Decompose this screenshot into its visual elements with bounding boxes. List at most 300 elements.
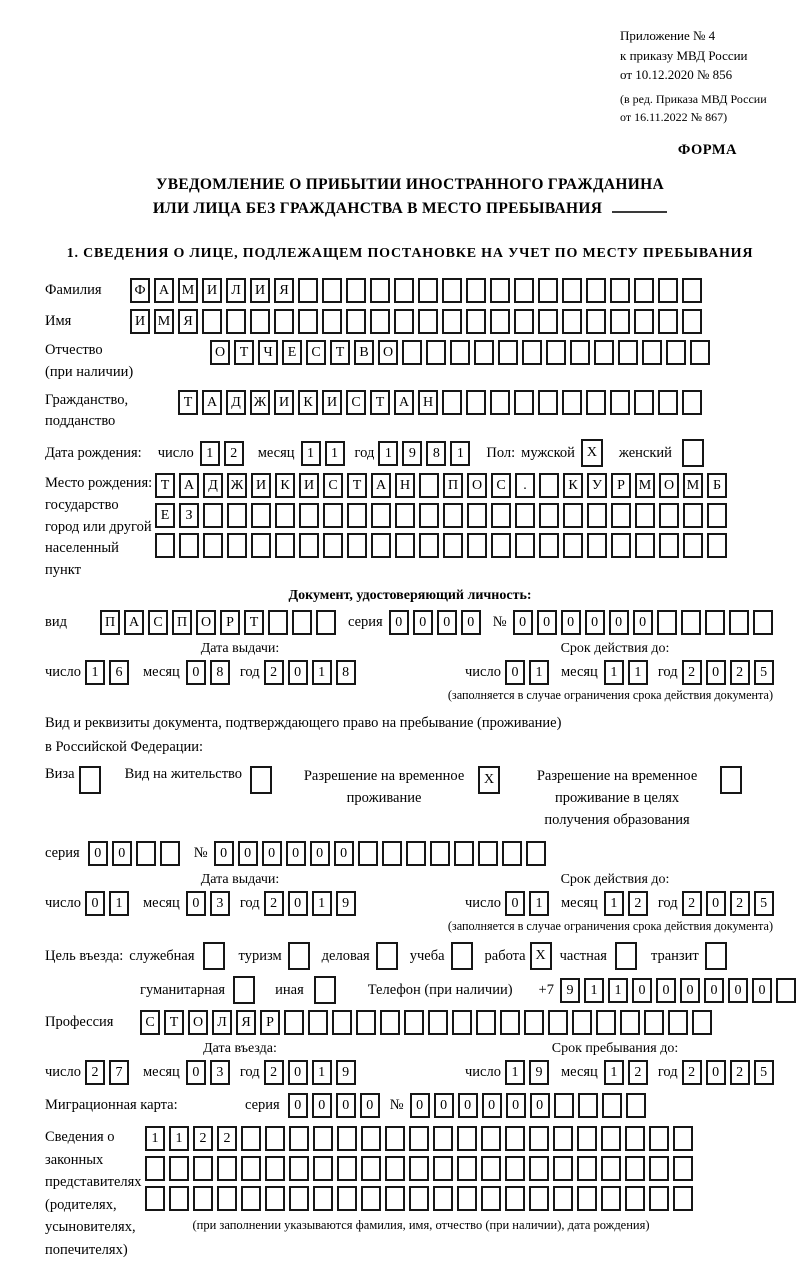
profession-input[interactable] xyxy=(140,1010,716,1035)
char-box[interactable]: 3 xyxy=(210,1060,230,1085)
char-box[interactable]: 2 xyxy=(730,1060,750,1085)
char-box[interactable] xyxy=(385,1156,405,1181)
char-box[interactable] xyxy=(514,278,534,303)
char-box[interactable] xyxy=(323,533,343,558)
char-box[interactable] xyxy=(707,533,727,558)
char-box[interactable]: 9 xyxy=(336,1060,356,1085)
char-box[interactable] xyxy=(376,942,398,970)
purpose-tourism-checkbox[interactable] xyxy=(288,942,314,970)
char-box[interactable] xyxy=(145,1186,165,1211)
char-box[interactable] xyxy=(553,1156,573,1181)
char-box[interactable] xyxy=(299,503,319,528)
char-box[interactable] xyxy=(160,841,180,866)
char-box[interactable] xyxy=(649,1156,669,1181)
char-box[interactable] xyxy=(553,1126,573,1151)
char-box[interactable] xyxy=(524,1010,544,1035)
char-box[interactable]: Н xyxy=(418,390,438,415)
char-box[interactable]: 0 xyxy=(513,610,533,635)
citizenship-input[interactable] xyxy=(178,390,706,415)
char-box[interactable] xyxy=(289,1156,309,1181)
char-box[interactable] xyxy=(635,503,655,528)
name-input[interactable] xyxy=(130,309,706,334)
char-box[interactable]: Т xyxy=(370,390,390,415)
char-box[interactable] xyxy=(332,1010,352,1035)
char-box[interactable] xyxy=(601,1156,621,1181)
char-box[interactable] xyxy=(433,1156,453,1181)
char-box[interactable] xyxy=(402,340,422,365)
char-box[interactable] xyxy=(313,1126,333,1151)
char-box[interactable]: 0 xyxy=(288,660,308,685)
char-box[interactable] xyxy=(385,1186,405,1211)
char-box[interactable]: 5 xyxy=(754,660,774,685)
char-box[interactable] xyxy=(155,533,175,558)
char-box[interactable]: М xyxy=(178,278,198,303)
char-box[interactable] xyxy=(193,1186,213,1211)
char-box[interactable]: 0 xyxy=(360,1093,380,1118)
purpose-private-checkbox[interactable] xyxy=(615,942,641,970)
char-box[interactable] xyxy=(313,1186,333,1211)
char-box[interactable] xyxy=(476,1010,496,1035)
char-box[interactable]: 1 xyxy=(312,1060,332,1085)
char-box[interactable]: 1 xyxy=(325,441,345,466)
char-box[interactable]: 2 xyxy=(730,891,750,916)
char-box[interactable] xyxy=(251,503,271,528)
char-box[interactable] xyxy=(682,309,702,334)
char-box[interactable] xyxy=(505,1186,525,1211)
char-box[interactable]: 1 xyxy=(301,441,321,466)
char-box[interactable]: К xyxy=(298,390,318,415)
char-box[interactable]: Ф xyxy=(130,278,150,303)
char-box[interactable]: 5 xyxy=(754,891,774,916)
char-box[interactable] xyxy=(515,533,535,558)
char-box[interactable]: 0 xyxy=(706,660,726,685)
char-box[interactable] xyxy=(538,390,558,415)
char-box[interactable] xyxy=(514,309,534,334)
char-box[interactable] xyxy=(481,1186,501,1211)
residence-series-input[interactable] xyxy=(88,841,184,866)
stay-month[interactable] xyxy=(604,1060,652,1085)
char-box[interactable]: 8 xyxy=(426,441,446,466)
char-box[interactable] xyxy=(657,610,677,635)
char-box[interactable]: 0 xyxy=(609,610,629,635)
char-box[interactable]: 0 xyxy=(530,1093,550,1118)
char-box[interactable]: П xyxy=(100,610,120,635)
char-box[interactable]: 0 xyxy=(336,1093,356,1118)
representatives-line1-input[interactable] xyxy=(145,1126,697,1151)
education-permit-checkbox[interactable] xyxy=(720,766,746,794)
identity-issue-month[interactable] xyxy=(186,660,234,685)
char-box[interactable]: 1 xyxy=(608,978,628,1003)
char-box[interactable]: 0 xyxy=(434,1093,454,1118)
char-box[interactable]: С xyxy=(140,1010,160,1035)
char-box[interactable] xyxy=(419,503,439,528)
purpose-transit-checkbox[interactable] xyxy=(705,942,731,970)
char-box[interactable] xyxy=(395,533,415,558)
char-box[interactable] xyxy=(337,1156,357,1181)
char-box[interactable] xyxy=(546,340,566,365)
char-box[interactable]: А xyxy=(179,473,199,498)
char-box[interactable]: Я xyxy=(178,309,198,334)
char-box[interactable]: Д xyxy=(203,473,223,498)
char-box[interactable]: 1 xyxy=(378,441,398,466)
identity-valid-month[interactable] xyxy=(604,660,652,685)
char-box[interactable] xyxy=(682,390,702,415)
char-box[interactable] xyxy=(634,390,654,415)
char-box[interactable] xyxy=(490,309,510,334)
char-box[interactable]: Ж xyxy=(250,390,270,415)
char-box[interactable] xyxy=(274,309,294,334)
char-box[interactable] xyxy=(418,278,438,303)
char-box[interactable] xyxy=(490,390,510,415)
char-box[interactable] xyxy=(450,340,470,365)
char-box[interactable] xyxy=(361,1186,381,1211)
char-box[interactable]: 0 xyxy=(112,841,132,866)
char-box[interactable] xyxy=(505,1156,525,1181)
char-box[interactable] xyxy=(586,390,606,415)
char-box[interactable] xyxy=(361,1126,381,1151)
char-box[interactable] xyxy=(371,503,391,528)
char-box[interactable]: 2 xyxy=(264,660,284,685)
phone-input[interactable] xyxy=(560,978,800,1003)
char-box[interactable] xyxy=(683,503,703,528)
char-box[interactable] xyxy=(601,1186,621,1211)
char-box[interactable] xyxy=(615,942,637,970)
char-box[interactable] xyxy=(578,1093,598,1118)
char-box[interactable] xyxy=(481,1126,501,1151)
char-box[interactable]: 2 xyxy=(682,891,702,916)
purpose-commercial-checkbox[interactable] xyxy=(376,942,402,970)
char-box[interactable] xyxy=(682,278,702,303)
identity-valid-year[interactable] xyxy=(682,660,778,685)
char-box[interactable]: 0 xyxy=(461,610,481,635)
char-box[interactable] xyxy=(395,503,415,528)
char-box[interactable]: 2 xyxy=(628,891,648,916)
char-box[interactable] xyxy=(720,766,742,794)
char-box[interactable] xyxy=(577,1126,597,1151)
char-box[interactable] xyxy=(658,390,678,415)
char-box[interactable] xyxy=(505,1126,525,1151)
char-box[interactable]: 0 xyxy=(656,978,676,1003)
char-box[interactable] xyxy=(649,1186,669,1211)
char-box[interactable]: М xyxy=(635,473,655,498)
char-box[interactable]: 0 xyxy=(633,610,653,635)
char-box[interactable] xyxy=(682,439,704,467)
char-box[interactable]: У xyxy=(587,473,607,498)
char-box[interactable] xyxy=(145,1156,165,1181)
char-box[interactable] xyxy=(502,841,522,866)
char-box[interactable] xyxy=(659,503,679,528)
char-box[interactable] xyxy=(426,340,446,365)
char-box[interactable]: 1 xyxy=(529,891,549,916)
char-box[interactable] xyxy=(409,1186,429,1211)
char-box[interactable] xyxy=(275,503,295,528)
char-box[interactable] xyxy=(562,390,582,415)
purpose-humanitarian-checkbox[interactable] xyxy=(233,976,259,1004)
entry-month[interactable] xyxy=(186,1060,234,1085)
char-box[interactable] xyxy=(491,503,511,528)
char-box[interactable] xyxy=(322,309,342,334)
identity-valid-day[interactable] xyxy=(505,660,553,685)
surname-input[interactable] xyxy=(130,278,706,303)
char-box[interactable]: 6 xyxy=(109,660,129,685)
char-box[interactable] xyxy=(250,766,272,794)
char-box[interactable] xyxy=(430,841,450,866)
char-box[interactable]: 0 xyxy=(238,841,258,866)
char-box[interactable]: А xyxy=(154,278,174,303)
char-box[interactable]: X xyxy=(478,766,500,794)
char-box[interactable]: X xyxy=(530,942,552,970)
migration-series-input[interactable] xyxy=(288,1093,384,1118)
char-box[interactable] xyxy=(241,1126,261,1151)
char-box[interactable] xyxy=(626,1093,646,1118)
char-box[interactable] xyxy=(337,1186,357,1211)
char-box[interactable] xyxy=(371,533,391,558)
char-box[interactable] xyxy=(265,1186,285,1211)
char-box[interactable]: Ч xyxy=(258,340,278,365)
char-box[interactable] xyxy=(635,533,655,558)
char-box[interactable]: 0 xyxy=(410,1093,430,1118)
char-box[interactable] xyxy=(538,309,558,334)
char-box[interactable] xyxy=(428,1010,448,1035)
char-box[interactable]: 1 xyxy=(628,660,648,685)
birthplace-line2-input[interactable] xyxy=(155,503,731,528)
char-box[interactable] xyxy=(452,1010,472,1035)
char-box[interactable] xyxy=(466,278,486,303)
char-box[interactable] xyxy=(380,1010,400,1035)
char-box[interactable] xyxy=(347,533,367,558)
char-box[interactable] xyxy=(634,309,654,334)
char-box[interactable] xyxy=(241,1186,261,1211)
char-box[interactable]: 0 xyxy=(186,660,206,685)
residence-permit-checkbox[interactable] xyxy=(250,766,276,794)
char-box[interactable]: О xyxy=(188,1010,208,1035)
char-box[interactable]: А xyxy=(202,390,222,415)
char-box[interactable]: Ж xyxy=(227,473,247,498)
char-box[interactable]: . xyxy=(515,473,535,498)
char-box[interactable]: Т xyxy=(155,473,175,498)
patronymic-input[interactable] xyxy=(210,340,714,365)
char-box[interactable] xyxy=(729,610,749,635)
char-box[interactable]: Е xyxy=(155,503,175,528)
char-box[interactable] xyxy=(539,533,559,558)
char-box[interactable] xyxy=(406,841,426,866)
char-box[interactable]: 0 xyxy=(706,891,726,916)
char-box[interactable] xyxy=(346,278,366,303)
doc-kind-input[interactable] xyxy=(100,610,340,635)
char-box[interactable] xyxy=(203,503,223,528)
char-box[interactable]: 0 xyxy=(561,610,581,635)
char-box[interactable]: 9 xyxy=(560,978,580,1003)
residence-valid-year[interactable] xyxy=(682,891,778,916)
char-box[interactable]: О xyxy=(659,473,679,498)
char-box[interactable]: 9 xyxy=(336,891,356,916)
char-box[interactable]: 2 xyxy=(224,441,244,466)
char-box[interactable]: 1 xyxy=(584,978,604,1003)
char-box[interactable] xyxy=(642,340,662,365)
char-box[interactable] xyxy=(539,473,559,498)
char-box[interactable] xyxy=(572,1010,592,1035)
char-box[interactable] xyxy=(227,533,247,558)
char-box[interactable]: С xyxy=(346,390,366,415)
char-box[interactable] xyxy=(265,1126,285,1151)
char-box[interactable]: О xyxy=(378,340,398,365)
char-box[interactable] xyxy=(418,309,438,334)
char-box[interactable]: 0 xyxy=(288,1093,308,1118)
char-box[interactable]: 0 xyxy=(680,978,700,1003)
char-box[interactable] xyxy=(356,1010,376,1035)
char-box[interactable] xyxy=(227,503,247,528)
char-box[interactable]: 0 xyxy=(458,1093,478,1118)
char-box[interactable]: 0 xyxy=(85,891,105,916)
char-box[interactable]: 0 xyxy=(334,841,354,866)
char-box[interactable]: 0 xyxy=(505,660,525,685)
char-box[interactable]: 7 xyxy=(109,1060,129,1085)
char-box[interactable]: И xyxy=(322,390,342,415)
char-box[interactable]: В xyxy=(354,340,374,365)
char-box[interactable]: 2 xyxy=(85,1060,105,1085)
char-box[interactable]: 0 xyxy=(482,1093,502,1118)
char-box[interactable] xyxy=(226,309,246,334)
char-box[interactable] xyxy=(419,473,439,498)
char-box[interactable]: К xyxy=(563,473,583,498)
char-box[interactable] xyxy=(442,390,462,415)
char-box[interactable]: 1 xyxy=(505,1060,525,1085)
char-box[interactable] xyxy=(203,942,225,970)
char-box[interactable]: Т xyxy=(244,610,264,635)
char-box[interactable]: Я xyxy=(236,1010,256,1035)
char-box[interactable] xyxy=(611,503,631,528)
char-box[interactable] xyxy=(457,1186,477,1211)
char-box[interactable]: 1 xyxy=(604,660,624,685)
char-box[interactable] xyxy=(673,1126,693,1151)
char-box[interactable] xyxy=(358,841,378,866)
residence-issue-day[interactable] xyxy=(85,891,133,916)
char-box[interactable]: 0 xyxy=(437,610,457,635)
char-box[interactable]: 0 xyxy=(310,841,330,866)
char-box[interactable] xyxy=(361,1156,381,1181)
char-box[interactable] xyxy=(705,942,727,970)
char-box[interactable]: 2 xyxy=(264,891,284,916)
birthplace-line1-input[interactable] xyxy=(155,473,731,498)
char-box[interactable] xyxy=(193,1156,213,1181)
char-box[interactable] xyxy=(474,340,494,365)
char-box[interactable]: М xyxy=(683,473,703,498)
char-box[interactable] xyxy=(394,309,414,334)
char-box[interactable] xyxy=(433,1186,453,1211)
char-box[interactable]: О xyxy=(210,340,230,365)
char-box[interactable]: 0 xyxy=(88,841,108,866)
char-box[interactable]: 5 xyxy=(754,1060,774,1085)
char-box[interactable] xyxy=(467,533,487,558)
purpose-study-checkbox[interactable] xyxy=(451,942,477,970)
char-box[interactable] xyxy=(136,841,156,866)
residence-number-input[interactable] xyxy=(214,841,550,866)
char-box[interactable] xyxy=(620,1010,640,1035)
char-box[interactable]: О xyxy=(467,473,487,498)
char-box[interactable]: С xyxy=(491,473,511,498)
char-box[interactable]: 1 xyxy=(109,891,129,916)
char-box[interactable] xyxy=(467,503,487,528)
char-box[interactable] xyxy=(529,1126,549,1151)
char-box[interactable] xyxy=(409,1156,429,1181)
char-box[interactable] xyxy=(625,1186,645,1211)
char-box[interactable] xyxy=(649,1126,669,1151)
identity-issue-year[interactable] xyxy=(264,660,360,685)
char-box[interactable] xyxy=(347,503,367,528)
char-box[interactable]: Б xyxy=(707,473,727,498)
char-box[interactable] xyxy=(681,610,701,635)
char-box[interactable] xyxy=(217,1186,237,1211)
char-box[interactable]: 1 xyxy=(85,660,105,685)
char-box[interactable] xyxy=(644,1010,664,1035)
char-box[interactable] xyxy=(169,1186,189,1211)
char-box[interactable]: 0 xyxy=(186,1060,206,1085)
purpose-work-checkbox[interactable] xyxy=(530,942,556,970)
char-box[interactable]: 2 xyxy=(628,1060,648,1085)
char-box[interactable]: А xyxy=(394,390,414,415)
char-box[interactable] xyxy=(308,1010,328,1035)
char-box[interactable]: 0 xyxy=(389,610,409,635)
char-box[interactable]: 1 xyxy=(529,660,549,685)
char-box[interactable] xyxy=(577,1186,597,1211)
char-box[interactable]: 0 xyxy=(585,610,605,635)
char-box[interactable] xyxy=(577,1156,597,1181)
char-box[interactable]: Н xyxy=(395,473,415,498)
char-box[interactable] xyxy=(298,278,318,303)
char-box[interactable] xyxy=(753,610,773,635)
char-box[interactable]: 1 xyxy=(169,1126,189,1151)
birth-month-input[interactable] xyxy=(301,441,349,466)
char-box[interactable]: 2 xyxy=(264,1060,284,1085)
char-box[interactable]: Л xyxy=(226,278,246,303)
char-box[interactable] xyxy=(288,942,310,970)
char-box[interactable]: 0 xyxy=(288,891,308,916)
residence-valid-day[interactable] xyxy=(505,891,553,916)
char-box[interactable] xyxy=(268,610,288,635)
char-box[interactable]: 1 xyxy=(450,441,470,466)
char-box[interactable] xyxy=(666,340,686,365)
char-box[interactable]: И xyxy=(202,278,222,303)
char-box[interactable] xyxy=(433,1126,453,1151)
char-box[interactable] xyxy=(529,1186,549,1211)
char-box[interactable]: И xyxy=(250,278,270,303)
char-box[interactable]: 0 xyxy=(214,841,234,866)
char-box[interactable]: 2 xyxy=(193,1126,213,1151)
char-box[interactable]: Р xyxy=(260,1010,280,1035)
char-box[interactable]: 1 xyxy=(312,891,332,916)
char-box[interactable]: К xyxy=(275,473,295,498)
char-box[interactable] xyxy=(539,503,559,528)
char-box[interactable] xyxy=(233,976,255,1004)
entry-day[interactable] xyxy=(85,1060,133,1085)
char-box[interactable] xyxy=(587,533,607,558)
char-box[interactable] xyxy=(457,1156,477,1181)
char-box[interactable] xyxy=(490,278,510,303)
char-box[interactable]: Р xyxy=(611,473,631,498)
char-box[interactable]: И xyxy=(130,309,150,334)
char-box[interactable]: П xyxy=(172,610,192,635)
char-box[interactable] xyxy=(451,942,473,970)
char-box[interactable]: 3 xyxy=(210,891,230,916)
char-box[interactable]: С xyxy=(306,340,326,365)
char-box[interactable]: И xyxy=(251,473,271,498)
char-box[interactable] xyxy=(587,503,607,528)
char-box[interactable] xyxy=(601,1126,621,1151)
char-box[interactable]: Р xyxy=(220,610,240,635)
char-box[interactable]: Д xyxy=(226,390,246,415)
char-box[interactable] xyxy=(443,503,463,528)
char-box[interactable] xyxy=(538,278,558,303)
